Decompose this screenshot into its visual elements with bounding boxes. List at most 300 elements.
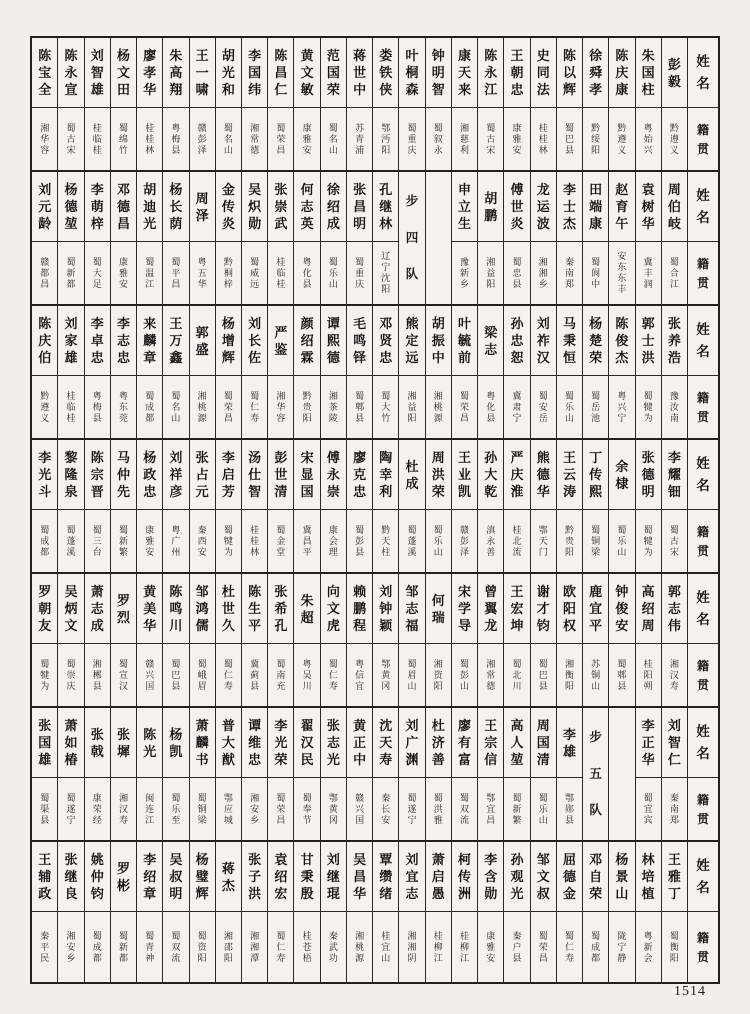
person-name: 向 文 虎 [326, 584, 340, 633]
place-cell [557, 644, 582, 706]
name-cell [347, 38, 372, 108]
entry-column [426, 38, 452, 170]
entry-column [426, 574, 452, 706]
native-place: 湘 资 阳 [433, 658, 443, 691]
place-cell [163, 376, 188, 438]
name-cell [268, 172, 293, 242]
entry-column [609, 842, 635, 982]
native-place: 蜀 衡 阳 [669, 930, 679, 963]
name-cell [111, 172, 136, 242]
entry-column [321, 708, 347, 840]
place-header-cell [688, 242, 718, 304]
entry-column [268, 38, 294, 170]
name-cell [583, 574, 608, 644]
place-cell [111, 510, 136, 572]
person-name: 王 万 鑫 [169, 316, 183, 365]
person-name: 刘 智 雄 [90, 48, 104, 97]
native-place: 蜀 遂 宁 [66, 792, 76, 825]
entry-column [609, 172, 635, 304]
person-name: 徐 舜 孝 [589, 48, 603, 97]
name-cell [242, 574, 267, 644]
person-name: 蒋 杰 [221, 860, 235, 893]
name-cell [557, 440, 582, 510]
person-name: 李 含 勋 [484, 852, 498, 901]
name-cell [294, 708, 319, 778]
name-cell [268, 38, 293, 108]
name-cell [452, 440, 477, 510]
name-cell [636, 708, 661, 778]
name-cell [399, 306, 424, 376]
person-name: 李 国 纬 [248, 48, 262, 97]
name-cell [583, 440, 608, 510]
native-place: 黔 遵 义 [669, 122, 679, 155]
name-cell [294, 172, 319, 242]
person-name: 丁 传 熙 [589, 450, 603, 499]
person-name: 李 萌 梓 [90, 182, 104, 231]
name-cell [347, 708, 372, 778]
person-name: 廖 有 富 [458, 718, 472, 767]
name-cell [190, 440, 215, 510]
entry-column [531, 306, 557, 438]
person-name: 陈 庆 伯 [38, 316, 52, 365]
place-cell [609, 376, 634, 438]
band-row [32, 574, 718, 708]
name-cell [478, 574, 503, 644]
person-name: 周 洪 荣 [431, 450, 445, 499]
entry-column [452, 172, 478, 304]
person-name: 刘 广 渊 [405, 718, 419, 767]
entry-column [583, 306, 609, 438]
name-cell [85, 172, 110, 242]
person-name: 柯 传 洲 [458, 852, 472, 901]
person-name: 邓 德 昌 [116, 182, 130, 231]
place-cell [373, 376, 398, 438]
name-cell [163, 708, 188, 778]
place-cell [294, 376, 319, 438]
native-place: 湘 常 德 [250, 122, 260, 155]
place-cell [452, 108, 477, 170]
native-place: 康 雅 安 [486, 930, 496, 963]
name-cell [321, 172, 346, 242]
entry-column [111, 574, 137, 706]
person-name: 张 希 孔 [274, 584, 288, 633]
native-place: 蜀 绵 竹 [118, 122, 128, 155]
place-cell [294, 108, 319, 170]
entry-column [347, 306, 373, 438]
native-place: 蜀 荣 昌 [276, 122, 286, 155]
place-cell [85, 912, 110, 982]
place-cell [504, 912, 529, 982]
blank-space [426, 172, 451, 304]
native-place: 蜀 新 都 [118, 930, 128, 963]
place-header-label: 籍 贯 [696, 930, 709, 964]
entry-column [452, 38, 478, 170]
name-cell [452, 172, 477, 242]
name-cell [583, 842, 608, 912]
native-place: 康 会 理 [328, 524, 338, 557]
native-place: 蜀 乐 山 [433, 524, 443, 557]
native-place: 桂 桂 林 [538, 122, 548, 155]
name-cell [242, 38, 267, 108]
person-name: 黄 文 敏 [300, 48, 314, 97]
header-column [688, 842, 718, 982]
entry-column [636, 842, 662, 982]
native-place: 蜀 郫 县 [617, 658, 627, 691]
name-header-label: 姓 名 [696, 187, 710, 225]
person-name: 杨 长 荫 [169, 182, 183, 231]
header-column [688, 172, 718, 304]
native-place: 蜀 新 繁 [118, 524, 128, 557]
person-name: 孔 继 林 [379, 182, 393, 231]
native-place: 鄂 黄 冈 [328, 792, 338, 825]
entry-column [216, 708, 242, 840]
place-cell [32, 376, 57, 438]
entry-column [58, 574, 84, 706]
person-name: 萧 启 愚 [431, 852, 445, 901]
name-cell [609, 306, 634, 376]
place-cell [268, 242, 293, 304]
entry-column [294, 306, 320, 438]
place-cell [163, 242, 188, 304]
person-name: 谢 才 钧 [536, 584, 550, 633]
person-name: 周 泽 [195, 190, 209, 223]
native-place: 湘 湘 阴 [407, 930, 417, 963]
name-cell [216, 38, 241, 108]
native-place: 黔 桐 梓 [223, 256, 233, 289]
entry-column [294, 440, 320, 572]
name-header-label: 姓 名 [696, 53, 710, 91]
person-name: 杨 景 山 [615, 852, 629, 901]
place-header-label: 籍 贯 [696, 792, 709, 826]
native-place: 湘 华 容 [40, 122, 50, 155]
name-cell [399, 440, 424, 510]
entry-column [609, 38, 635, 170]
native-place: 蜀 名 山 [328, 122, 338, 155]
person-name: 熊 定 远 [405, 316, 419, 365]
name-cell [85, 306, 110, 376]
place-cell [662, 108, 687, 170]
entry-column [478, 574, 504, 706]
name-cell [478, 172, 503, 242]
name-cell [373, 38, 398, 108]
entry-column [32, 842, 58, 982]
person-name: 陈 庆 康 [615, 48, 629, 97]
native-place: 滇 永 善 [486, 524, 496, 557]
person-name: 郭 盛 [195, 324, 209, 357]
entry-column [662, 842, 688, 982]
name-cell [58, 172, 83, 242]
person-name: 陈 以 辉 [562, 48, 576, 97]
person-name: 邹 志 福 [405, 584, 419, 633]
entry-column [399, 574, 425, 706]
entry-column [137, 440, 163, 572]
person-name: 宋 学 导 [458, 584, 472, 633]
person-name: 王 辅 政 [38, 852, 52, 901]
entry-column [190, 306, 216, 438]
native-place: 康 雅 安 [512, 122, 522, 155]
person-name: 陈 宗 晋 [90, 450, 104, 499]
name-cell [373, 172, 398, 242]
entry-column [58, 708, 84, 840]
entry-column [137, 306, 163, 438]
person-name: 覃 缵 绪 [379, 852, 393, 901]
native-place: 蜀 铜 梁 [591, 524, 601, 557]
native-place: 秦 平 民 [40, 930, 50, 963]
native-place: 湘 邵 阳 [223, 930, 233, 963]
entry-column [452, 306, 478, 438]
entry-column [636, 172, 662, 304]
native-place: 粤 东 莞 [118, 390, 128, 423]
place-cell [426, 108, 451, 170]
entry-column [163, 842, 189, 982]
person-name: 田 端 康 [589, 182, 603, 231]
entry-column [190, 842, 216, 982]
place-cell [111, 644, 136, 706]
person-name: 徐 绍 成 [326, 182, 340, 231]
place-cell [242, 912, 267, 982]
person-name: 朱 国 柱 [641, 48, 655, 97]
name-cell [373, 306, 398, 376]
name-cell [426, 38, 451, 108]
place-cell [137, 242, 162, 304]
name-cell [85, 842, 110, 912]
person-name: 陈 光 [143, 726, 157, 759]
person-name: 张 昌 明 [353, 182, 367, 231]
person-name: 李 志 忠 [116, 316, 130, 365]
person-name: 郭 士 洪 [641, 316, 655, 365]
native-place: 蜀 北 川 [512, 658, 522, 691]
person-name: 高 人 堃 [510, 718, 524, 767]
name-cell [557, 708, 582, 778]
entry-column [190, 574, 216, 706]
name-cell [216, 440, 241, 510]
name-cell [294, 574, 319, 644]
native-place: 蜀 仁 寿 [564, 930, 574, 963]
person-name: 吴 叔 明 [169, 852, 183, 901]
place-cell [268, 912, 293, 982]
native-place: 秦 西 安 [197, 524, 207, 557]
name-cell [190, 38, 215, 108]
entry-column [216, 38, 242, 170]
place-cell [216, 376, 241, 438]
entry-column [373, 842, 399, 982]
name-cell [609, 574, 634, 644]
entry-column [662, 708, 688, 840]
name-cell [216, 306, 241, 376]
native-place: 蜀 乐 山 [538, 792, 548, 825]
name-cell [557, 172, 582, 242]
place-header-cell [688, 644, 718, 706]
person-name: 甘 秉 殷 [300, 852, 314, 901]
native-place: 蜀 渠 县 [40, 792, 50, 825]
name-cell [32, 306, 57, 376]
entry-column [531, 172, 557, 304]
person-name: 杨 增 辉 [221, 316, 235, 365]
name-cell [609, 842, 634, 912]
name-cell [583, 38, 608, 108]
place-cell [190, 376, 215, 438]
name-cell [32, 574, 57, 644]
place-cell [583, 644, 608, 706]
name-cell [636, 842, 661, 912]
name-cell [373, 440, 398, 510]
entry-column [583, 172, 609, 304]
native-place: 蜀 巴 县 [538, 658, 548, 691]
native-place: 湘 安 乡 [66, 930, 76, 963]
native-place: 冀 肃 宁 [512, 390, 522, 423]
entry-column [478, 172, 504, 304]
native-place: 桂 柳 江 [460, 930, 470, 963]
native-place: 辽 宁 沈 阳 [381, 251, 391, 294]
name-cell [321, 38, 346, 108]
native-place: 蜀 彭 山 [460, 658, 470, 691]
native-place: 蜀 巴 县 [171, 658, 181, 691]
entry-column [557, 306, 583, 438]
person-name: 范 国 荣 [326, 48, 340, 97]
place-cell [111, 108, 136, 170]
place-cell [636, 510, 661, 572]
native-place: 蜀 蓬 溪 [66, 524, 76, 557]
place-cell [268, 644, 293, 706]
place-cell [111, 778, 136, 840]
entry-column [557, 38, 583, 170]
name-header-cell [688, 38, 718, 108]
name-cell [478, 440, 503, 510]
native-place: 蜀 成 都 [145, 390, 155, 423]
place-cell [557, 510, 582, 572]
native-place: 粤 始 兴 [643, 122, 653, 155]
native-place: 粤 广 州 [171, 524, 181, 557]
place-cell [137, 912, 162, 982]
place-cell [137, 778, 162, 840]
name-cell [504, 38, 529, 108]
entry-column [557, 708, 583, 840]
native-place: 蜀 仁 寿 [328, 658, 338, 691]
entry-column [636, 574, 662, 706]
place-cell [399, 778, 424, 840]
place-cell [163, 778, 188, 840]
name-cell [242, 708, 267, 778]
entry-column [399, 440, 425, 572]
place-cell [268, 376, 293, 438]
name-cell [111, 842, 136, 912]
place-cell [242, 510, 267, 572]
person-name: 刘 祚 汉 [536, 316, 550, 365]
person-name: 叶 毓 前 [458, 316, 472, 365]
entry-column [399, 38, 425, 170]
place-cell [636, 242, 661, 304]
name-cell [347, 306, 372, 376]
name-cell [137, 306, 162, 376]
band-row [32, 842, 718, 982]
place-cell [321, 912, 346, 982]
place-cell [111, 376, 136, 438]
person-name: 罗 朝 友 [38, 584, 52, 633]
person-name: 王 雅 丁 [667, 852, 681, 901]
entry-column [85, 306, 111, 438]
entry-column [452, 708, 478, 840]
place-cell [478, 644, 503, 706]
person-name: 欧 阳 权 [562, 584, 576, 633]
entry-column [347, 574, 373, 706]
person-name: 何 瑞 [431, 592, 445, 625]
entry-column [58, 306, 84, 438]
place-cell [190, 778, 215, 840]
entry-column [242, 574, 268, 706]
native-place: 蜀 古 宋 [486, 122, 496, 155]
entry-column [478, 842, 504, 982]
entry-column [321, 574, 347, 706]
person-name: 张 戟 [90, 726, 104, 759]
entry-column [216, 842, 242, 982]
name-cell [137, 440, 162, 510]
name-cell [662, 574, 687, 644]
person-name: 彭 毅 [667, 56, 681, 89]
person-name: 谭 熙 德 [326, 316, 340, 365]
place-cell [58, 242, 83, 304]
place-cell [242, 778, 267, 840]
person-name: 鹿 宜 平 [589, 584, 603, 633]
native-place: 湘 汉 寿 [118, 792, 128, 825]
native-place: 蜀 安 岳 [538, 390, 548, 423]
native-place: 粤 兴 宁 [617, 390, 627, 423]
name-cell [190, 172, 215, 242]
place-cell [609, 242, 634, 304]
person-name: 陈 俊 杰 [615, 316, 629, 365]
entry-column [85, 38, 111, 170]
person-name: 傅 世 炎 [510, 182, 524, 231]
place-cell [426, 376, 451, 438]
name-cell [531, 574, 556, 644]
place-cell [163, 644, 188, 706]
person-name: 黎 隆 泉 [64, 450, 78, 499]
native-place: 豫 汝 南 [669, 390, 679, 423]
name-header-cell [688, 574, 718, 644]
person-name: 李 光 斗 [38, 450, 52, 499]
place-cell [531, 242, 556, 304]
name-header-cell [688, 440, 718, 510]
person-name: 王 业 凯 [458, 450, 472, 499]
person-name: 黄 正 中 [353, 718, 367, 767]
entry-column [399, 306, 425, 438]
place-cell [452, 912, 477, 982]
name-cell [163, 574, 188, 644]
entry-column [662, 38, 688, 170]
name-cell [636, 172, 661, 242]
place-cell [163, 108, 188, 170]
entry-column [321, 440, 347, 572]
name-header-label: 姓 名 [696, 857, 710, 895]
unit-designation-cell [583, 708, 609, 840]
person-name: 张 养 浩 [667, 316, 681, 365]
person-name: 严 鉴 [274, 324, 288, 357]
native-place: 桂 临 桂 [92, 122, 102, 155]
person-name: 史 同 法 [536, 48, 550, 97]
place-cell [294, 778, 319, 840]
name-cell [636, 574, 661, 644]
entry-column [583, 574, 609, 706]
person-name: 孙 忠 恕 [510, 316, 524, 365]
native-place: 湘 桃 源 [433, 390, 443, 423]
entry-column [609, 306, 635, 438]
person-name: 刘 智 仁 [667, 718, 681, 767]
entry-column [426, 306, 452, 438]
native-place: 蜀 铜 梁 [197, 792, 207, 825]
place-cell [583, 376, 608, 438]
place-cell [137, 376, 162, 438]
name-cell [662, 306, 687, 376]
person-name: 周 国 清 [536, 718, 550, 767]
